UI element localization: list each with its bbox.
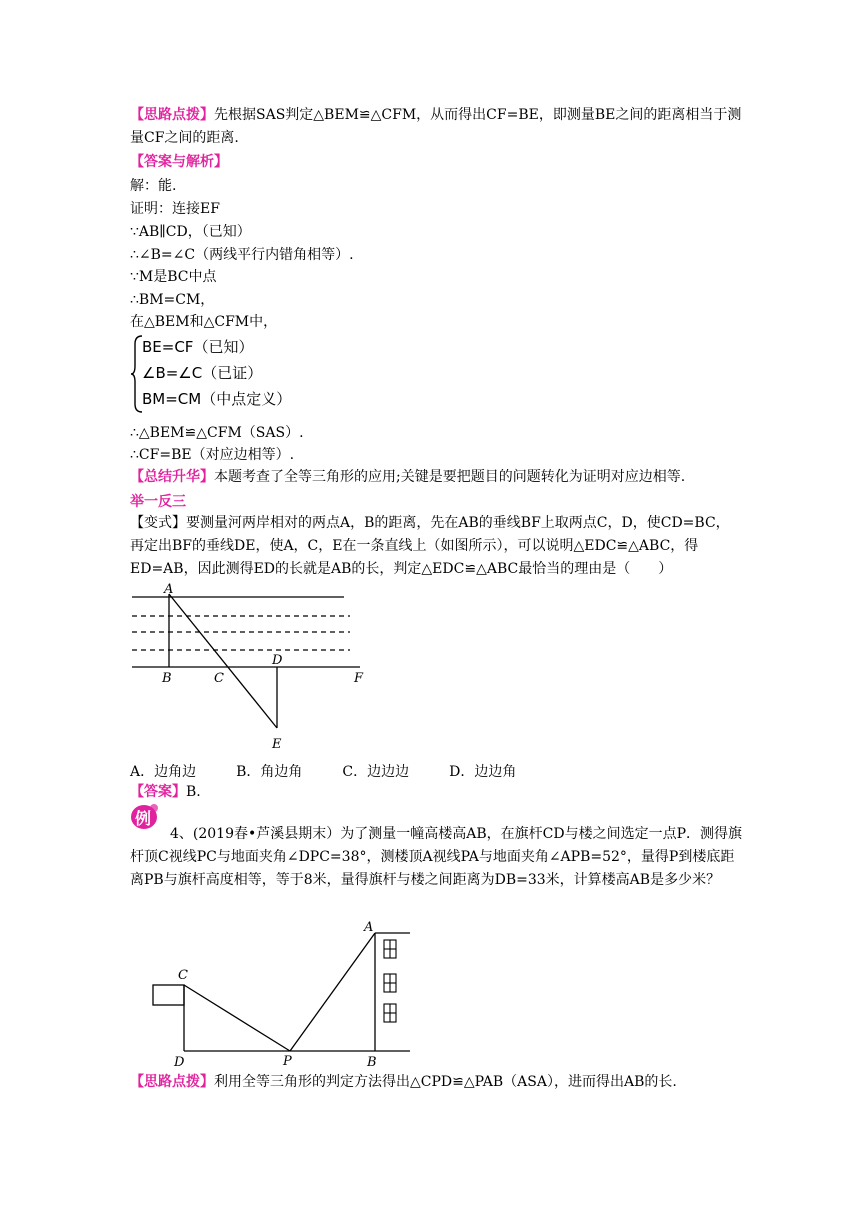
brace-line-2: ∠B=∠C（已证） [142,364,263,382]
option-a: A．边角边 [130,764,197,780]
brace-line-3: BM=CM（中点定义） [142,390,292,408]
option-d: D．边边角 [449,764,517,780]
summary-paragraph [130,468,685,486]
proof-line-3: ∵AB∥CD，（已知） [130,224,251,240]
example-badge-text: 例 [135,809,152,828]
answer-heading: 【答案与解析】 [130,154,228,170]
label-B: B [367,1055,377,1068]
label-F: F [354,671,364,686]
label-B: B [162,671,172,686]
hint-text: 先根据SAS判定△BEM≌△CFM，从而得出CF=BE，即测量BE之间的距离相当于测量CF之间的距离. [130,107,742,146]
answer-value: B. [186,784,201,800]
label-A: A [364,920,374,935]
summary-text: 本题考查了全等三角形的应用;关键是要把题目的问题转化为证明对应边相等. [214,469,686,485]
variant-text: 要测量河两岸相对的两点A，B的距离，先在AB的垂线BF上取两点C，D，使CD=BC，再定出BF的垂线DE，使A，C，E在一条直线上（如图所示），可以说明△EDC≌△ABC，得ED=AB，因此测得ED的长就是AB的长，判定△EDC≌△ABC最恰当的理由是（ ） [130,515,730,577]
variant-paragraph [130,512,742,581]
building-figure [140,918,420,1068]
answer-tag: 【答案】 [130,784,186,800]
conclusion-line-1: ∴△BEM≌△CFM（SAS）. [130,425,304,441]
proof-line-2: 证明：连接EF [130,201,220,217]
proof-line-6: ∴BM=CM， [130,292,215,308]
equation-system [130,334,290,414]
answer-line [130,783,201,801]
window-icon [384,940,396,1022]
proof-line-1: 解：能. [130,178,177,194]
hint-tag: 【思路点拨】 [130,107,214,123]
variant-tag: 【变式】 [130,515,186,531]
summary-tag: 【总结升华】 [130,469,214,485]
conclusion-line-2: ∴CF=BE（对应边相等）. [130,447,295,463]
option-c: C．边边边 [342,764,410,780]
hint-text: 利用全等三角形的判定方法得出△CPD≌△PAB（ASA），进而得出AB的长. [214,1074,677,1090]
option-b: B．角边角 [236,764,303,780]
label-P: P [283,1054,292,1068]
river-figure [128,582,378,754]
label-E: E [272,737,282,752]
hint-paragraph-2 [130,1073,677,1091]
brace-line-1: BE=CF（已知） [142,338,254,356]
label-A: A [164,582,174,597]
answer-options [130,761,556,781]
proof-line-7: 在△BEM和△CFM中， [130,314,278,330]
label-C: C [178,968,188,983]
hint-tag: 【思路点拨】 [130,1074,214,1090]
label-D: D [272,653,283,668]
label-C: C [214,671,224,686]
section-heading-practice: 举一反三 [130,494,186,510]
hint-paragraph-1 [130,104,742,150]
example-4-paragraph: 4、(2019春•芦溪县期末）为了测量一幢高楼高AB，在旗杆CD与楼之间选定一点P．测得旗杆顶C视线PC与地面夹角∠DPC=38°，测楼顶A视线PA与地面夹角∠APB=52°，量得P到楼底距离PB与旗杆高度相等，等于8米，量得旗杆与楼之间距离为DB=33米，计算楼高AB是多少米？ [130,826,743,888]
proof-line-5: ∵M是BC中点 [130,269,217,285]
label-D: D [174,1055,185,1068]
proof-line-4: ∴∠B=∠C（两线平行内错角相等）. [130,247,354,263]
